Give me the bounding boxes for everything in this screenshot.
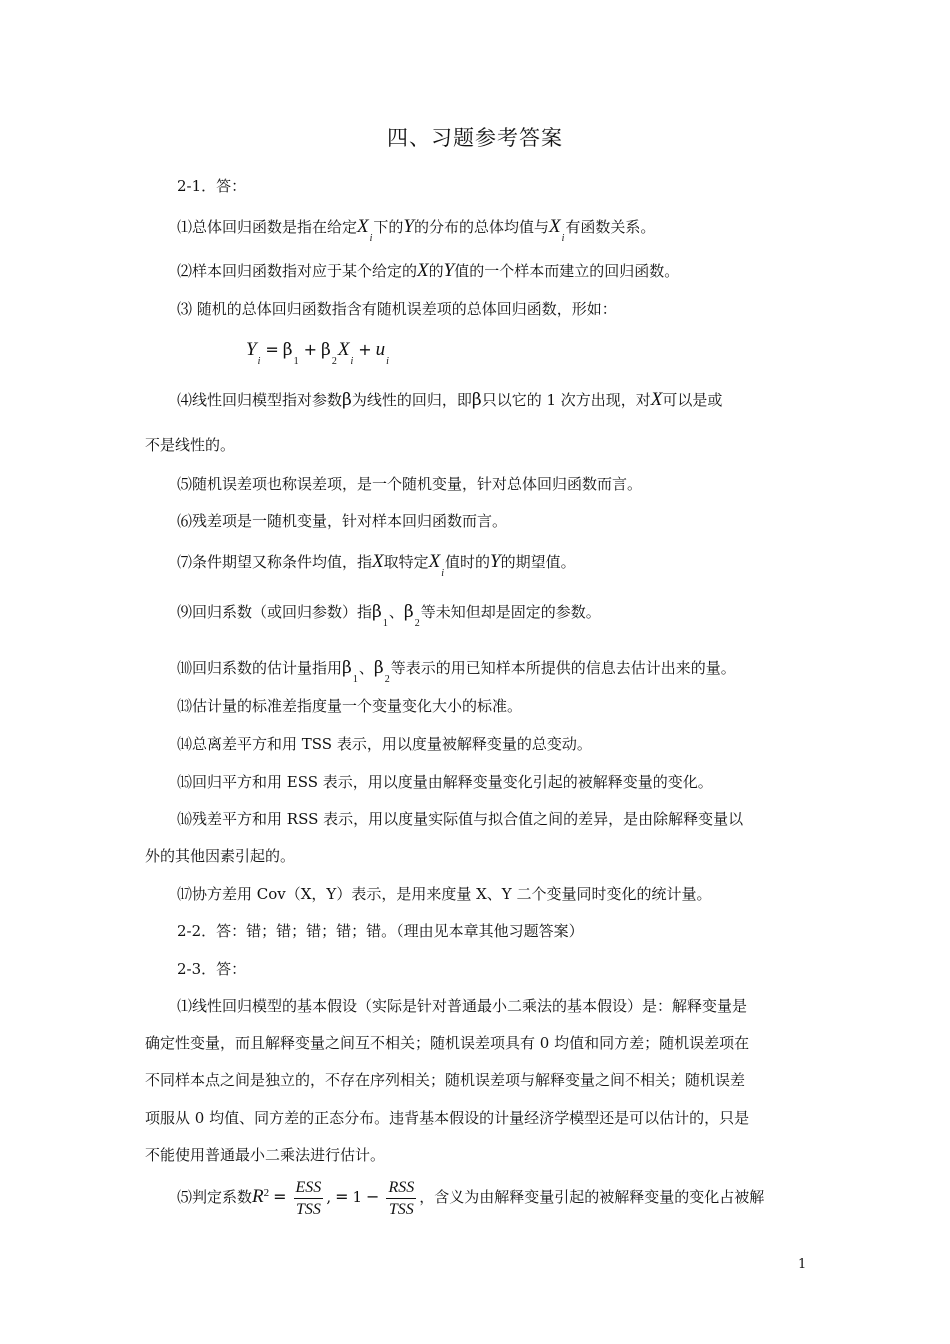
q2-1-item-7: ⑺条件期望又称条件均值，指X取特定$X_i$值时的Y的期望值。: [177, 551, 576, 579]
q2-1-item-16: ⒃残差平方和用 RSS 表示，用以度量实际值与拟合值之间的差异，是由除解释变量以: [177, 810, 744, 828]
rss-over-tss-fraction: $\frac{\text{RSS}}{\text{TSS}}$: [388, 1178, 415, 1218]
q2-1-item-13: ⒀估计量的标准差指度量一个变量变化大小的标准。: [177, 697, 523, 715]
ess-over-tss-fraction: $\frac{\text{ESS}}{\text{TSS}}$: [295, 1178, 322, 1218]
q2-1-item-2: ⑵样本回归函数指对应于某个给定的X的Y值的一个样本而建立的回归函数。: [177, 260, 680, 281]
q2-1-item-16-cont: 外的其他因素引起的。: [145, 847, 296, 865]
population-regression-equation: $Y_i= \beta_1+ \beta_2X_i+ u_i$: [246, 339, 389, 367]
q2-3-item-1-line-1: ⑴线性回归模型的基本假设（实际是针对普通最小二乘法的基本假设）是：解释变量是: [177, 997, 748, 1015]
q2-1-item-17: ⒄协方差用 Cov（X，Y）表示，是用来度量 X、Y 二个变量同时变化的统计量。: [177, 885, 712, 903]
q2-1-item-1: ⑴总体回归函数是指在给定$X_i$下的Y的分布的总体均值与$X_i$有函数关系。: [177, 216, 656, 244]
q2-1-item-4-cont: 不是线性的。: [145, 436, 236, 454]
q2-1-item-14: ⒁总离差平方和用 TSS 表示，用以度量被解释变量的总变动。: [177, 735, 592, 753]
page-number: 1: [798, 1257, 807, 1272]
q2-3-item-1-line-4: 项服从 0 均值、同方差的正态分布。违背基本假设的计量经济学模型还是可以估计的，只是: [145, 1109, 750, 1127]
q2-3-item-1-line-2: 确定性变量，而且解释变量之间互不相关；随机误差项具有 0 均值和同方差；随机误差项在: [145, 1034, 750, 1052]
q2-3-item-1-line-3: 不同样本点之间是独立的，不存在序列相关；随机误差项与解释变量之间不相关；随机误差: [145, 1071, 746, 1089]
q2-2-answer: 2-2．答：错；错；错；错；错。（理由见本章其他习题答案）: [177, 922, 584, 940]
q2-1-item-15: ⒂回归平方和用 ESS 表示，用以度量由解释变量变化引起的被解释变量的变化。: [177, 773, 713, 791]
q2-1-heading: 2-1．答：: [177, 177, 247, 195]
q2-1-item-9: ⑼回归系数（或回归参数）指$\beta_1$、$\beta_2$等未知但却是固定的参数。: [177, 602, 601, 629]
q2-1-item-3: ⑶ 随机的总体回归函数指含有随机误差项的总体回归函数，形如：: [177, 300, 617, 318]
q2-3-heading: 2-3．答：: [177, 960, 247, 978]
q2-1-item-4: ⑷线性回归模型指对参数β为线性的回归，即β只以它的 1 次方出现，对X可以是或: [177, 389, 723, 410]
q2-1-item-10: ⑽回归系数的估计量指用$\beta_1$、$\beta_2$等表示的用已知样本所提供的信息去估计出来的量。: [177, 658, 736, 685]
q2-1-item-5: ⑸随机误差项也称误差项，是一个随机变量，针对总体回归函数而言。: [177, 475, 643, 493]
q2-3-item-1-line-5: 不能使用普通最小二乘法进行估计。: [145, 1146, 386, 1164]
q2-1-item-6: ⑹残差项是一随机变量，针对样本回归函数而言。: [177, 512, 508, 530]
page-title: 四、习题参考答案: [387, 126, 563, 150]
q2-3-item-5: ⑸判定系数$R^2$ = $\frac{\text{ESS}}{\text{TSS}}$ , = 1 − $\frac{\text{RSS}}{\text{TSS}}$ ，含义为由解释变量引起的被解释变量的变化占被解: [177, 1178, 765, 1218]
